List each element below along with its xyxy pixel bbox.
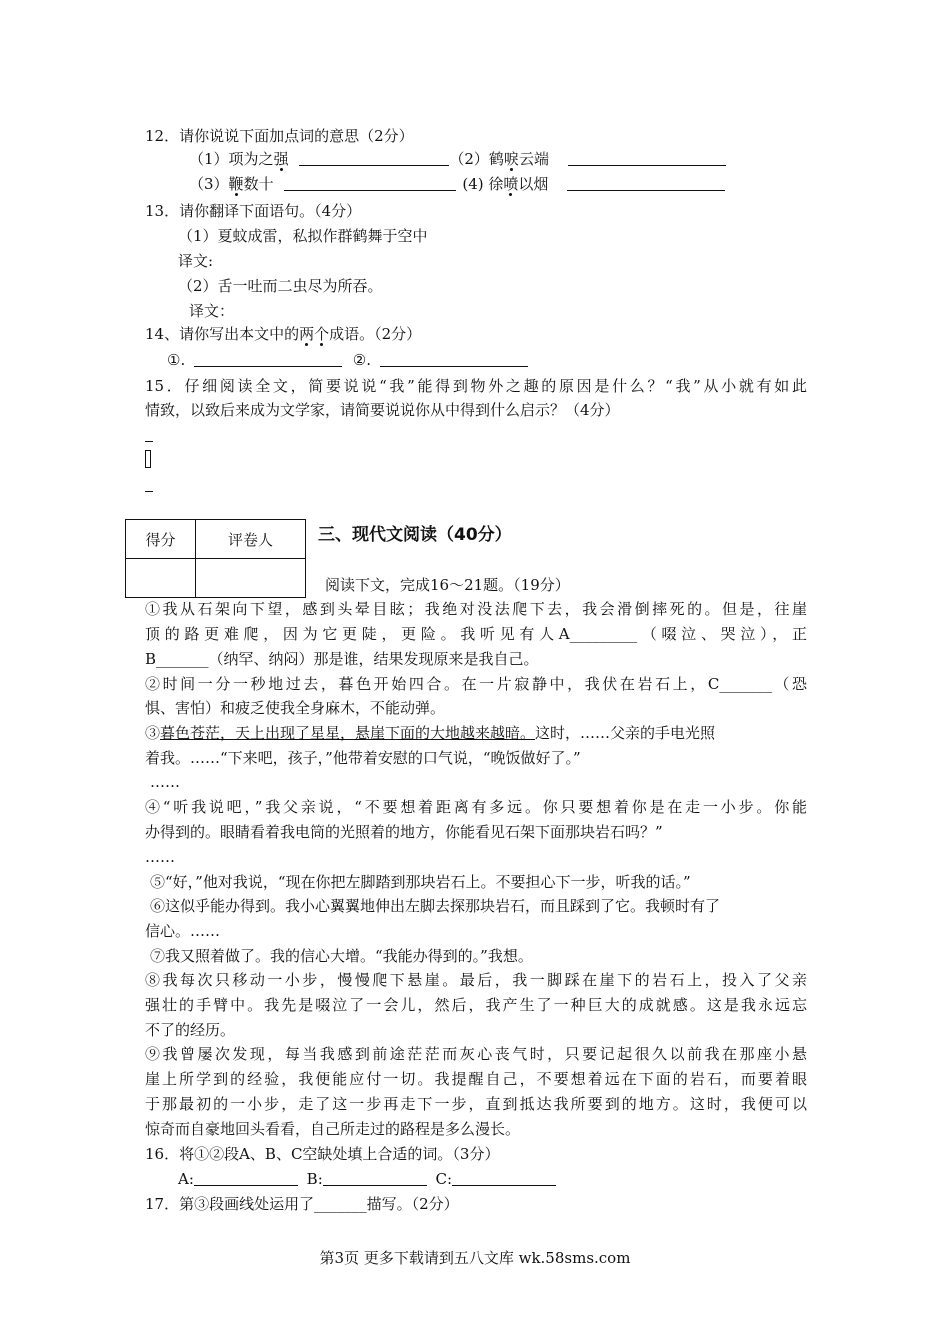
q12-stem: 12．请你说说下面加点词的意思（2分） [145, 127, 414, 145]
passage-p1-line3: B_______（纳罕、纳闷）那是谁，结果发现原来是我自己。 [145, 650, 539, 668]
q14-answers [167, 349, 528, 371]
q14-stem [145, 323, 421, 345]
q14-num1: ①. [167, 351, 186, 369]
q16-label-c: C: [435, 1170, 453, 1188]
q13-sentence2: （2）舌一吐而二虫尽为所吞。 [178, 277, 383, 295]
passage-p6-line1: ⑥这似乎能办得到。我小心翼翼地伸出左脚去探那块岩石，而且踩到了它。我顿时有了 [150, 897, 721, 915]
passage-p3-rest: 这时，……父亲的手电光照 [535, 724, 716, 742]
q12-item4-post: 以烟 [518, 175, 549, 193]
passage-p3-ellipsis: …… [150, 773, 180, 791]
q12-row1 [189, 148, 726, 170]
passage-p8-line3: 不了的经历。 [145, 1021, 236, 1039]
grader-header: 评卷人 [196, 520, 306, 559]
q16-label-b: B: [306, 1170, 323, 1188]
q16-blank-c[interactable] [452, 1169, 556, 1186]
q16-stem: 16．将①②段A、B、C空缺处填上合适的词。（3分） [145, 1145, 500, 1163]
q13-translation2-label: 译文： [189, 302, 235, 320]
passage-p2-line2: 惧、害怕）和疲乏使我全身麻木，不能动弹。 [145, 699, 446, 717]
passage-p9-line4: 惊奇而自豪地回头看看，自己所走过的路程是多么漫长。 [145, 1120, 521, 1138]
q12-item3-dotted-word: 鞭 [228, 175, 244, 193]
passage-p9-line3: 于那最初的一小步，走了这一步再走下一步，直到抵达我所要到的地方。这时，我便可以 [145, 1095, 807, 1113]
page-footer: 第3页 更多下载请到五八文库 wk.58sms.com [319, 1249, 631, 1267]
q17-stem: 17．第③段画线处运用了_______描写。（2分） [145, 1195, 459, 1213]
q16-answers [178, 1168, 556, 1190]
section3-title: 三、现代文阅读（40分） [318, 525, 512, 545]
passage-p7: ⑦我又照着做了。我的信心大增。“我能办得到的。”我想。 [150, 947, 533, 965]
q12-item3-num: （3） [189, 175, 229, 193]
passage-p3-line1 [145, 722, 715, 744]
q14-dotted-2: 个 [314, 325, 330, 343]
section3-intro: 阅读下文，完成16～21题。（19分） [325, 576, 570, 594]
passage-p9-line1: ⑨我曾屡次发现，每当我感到前途茫茫而灰心丧气时，只要记起很久以前我在那座小悬 [145, 1045, 807, 1063]
q15-line1: 15．仔细阅读全文，简要说说“我”能得到物外之趣的原因是什么？“我”从小就有如此 [145, 377, 807, 395]
q16-label-a: A: [178, 1170, 194, 1188]
q12-item2-blank[interactable] [568, 149, 726, 166]
passage-p6-line2: 信心。…… [145, 922, 221, 940]
score-cell[interactable] [126, 559, 196, 598]
q12-item3-blank[interactable] [284, 174, 456, 191]
q14-dotted-1: 两 [299, 325, 315, 343]
passage-p9-line2: 崖上所学到的经验，我便能应付一切。我提醒自己，不要想着远在下面的岩石，而要着眼 [145, 1070, 807, 1088]
q12-item4-dotted-word: 喷 [503, 175, 519, 193]
passage-p8-line2: 强壮的手臂中。我先是啜泣了一会儿，然后，我产生了一种巨大的成就感。这是我永远忘 [145, 996, 807, 1014]
passage-p3-underlined: 暮色苍茫，天上出现了星星，悬崖下面的大地越来越暗。 [160, 724, 536, 742]
q14-stem-pre: 14、请你写出本文中的 [145, 325, 300, 343]
score-table [125, 519, 306, 598]
q14-blank2[interactable] [380, 350, 528, 367]
grader-cell[interactable] [196, 559, 306, 598]
passage-p3-num: ③ [145, 724, 161, 742]
passage-p4-line2: 办得到的。眼睛看着我电筒的光照着的地方，你能看见石架下面那块岩石吗？” [145, 823, 663, 841]
q16-blank-a[interactable] [194, 1169, 298, 1186]
passage-p2-line1: ②时间一分一秒地过去，暮色开始四合。在一片寂静中，我伏在岩石上，C_______（恐 [145, 675, 807, 693]
q12-item1-text: 项为之 [228, 150, 274, 168]
q14-num2: ②. [352, 351, 371, 369]
q12-item2-pre: 鹤 [488, 150, 504, 168]
q12-item2-num: （2） [449, 150, 489, 168]
q13-sentence1: （1）夏蚊成雷，私拟作群鹤舞于空中 [178, 227, 428, 245]
q14-blank1[interactable] [194, 350, 342, 367]
q12-item4-num: (4) [462, 175, 484, 193]
q12-item1-dotted-word: 强 [273, 150, 289, 168]
q12-item3-post: 数十 [243, 175, 274, 193]
passage-p3-line2: 着我。……“下来吧，孩子，”他带着安慰的口气说，“晚饭做好了。” [145, 749, 581, 767]
q12-item4-pre: 徐 [488, 175, 504, 193]
q14-stem-post: 成语。（2分） [329, 325, 422, 343]
q12-item1-num: （1） [189, 150, 229, 168]
answer-line-mark [145, 491, 153, 492]
q12-row2 [189, 173, 725, 195]
q12-item4-blank[interactable] [567, 174, 725, 191]
q12-item1-blank[interactable] [299, 149, 449, 166]
passage-p1-line1: ①我从石架向下望，感到头晕目眩；我绝对没法爬下去，我会滑倒摔死的。但是，往崖 [145, 600, 807, 618]
passage-p5: ⑤“好，”他对我说，“现在你把左脚踏到那块岩石上。不要担心下一步，听我的话。” [150, 873, 691, 891]
passage-p8-line1: ⑧我每次只移动一小步，慢慢爬下悬崖。最后，我一脚踩在崖下的岩石上，投入了父亲 [145, 971, 807, 989]
q13-translation1-label: 译文: [178, 252, 214, 270]
q13-stem: 13．请你翻译下面语句。（4分） [145, 202, 362, 220]
passage-p1-line2: 顶的路更难爬，因为它更陡，更险。我听见有人A_________（啜泣、哭泣），正 [145, 625, 807, 643]
score-header: 得分 [126, 520, 196, 559]
q16-blank-b[interactable] [323, 1169, 427, 1186]
passage-p4-line1: ④“听我说吧，”我父亲说，“不要想着距离有多远。你只要想着你是在走一小步。你能 [145, 798, 807, 816]
answer-cursor-box [145, 450, 151, 468]
q12-item2-dotted-word: 唳 [503, 150, 519, 168]
answer-line-mark [145, 441, 153, 442]
passage-p4-ellipsis: …… [145, 848, 175, 866]
q12-item2-post: 云端 [518, 150, 549, 168]
q15-line2: 情致，以致后来成为文学家，请简要说说你从中得到什么启示？（4分） [145, 401, 620, 419]
